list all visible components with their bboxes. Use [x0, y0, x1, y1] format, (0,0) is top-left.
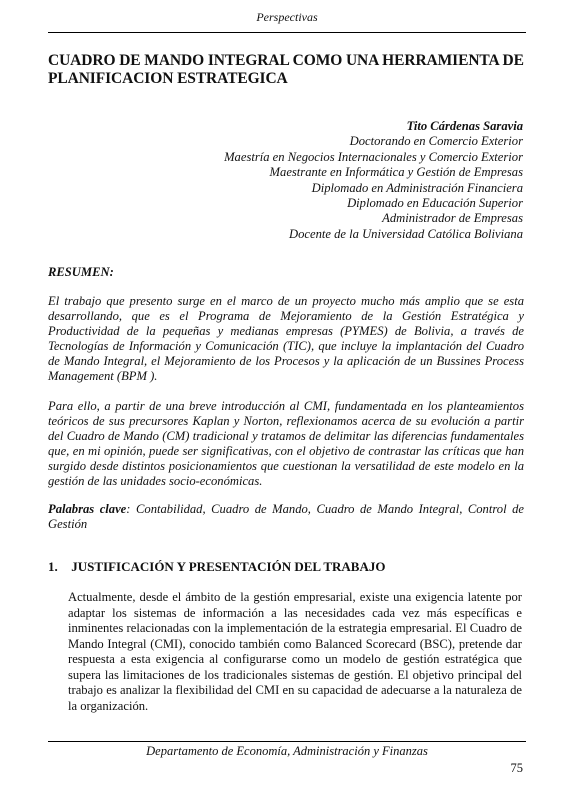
keywords: [48, 502, 524, 532]
section-heading: [48, 559, 385, 575]
keywords-label: Palabras clave: [48, 502, 127, 516]
section-title: JUSTIFICACIÓN Y PRESENTACIÓN DEL TRABAJO: [71, 559, 386, 574]
author-credential: Maestrante en Informática y Gestión de Empresas: [269, 165, 523, 180]
author-credential: Maestría en Negocios Internacionales y Comercio Exterior: [224, 149, 523, 164]
section-number: 1.: [48, 559, 58, 574]
author-credential: Administrador de Empresas: [382, 211, 523, 226]
article-title: CUADRO DE MANDO INTEGRAL COMO UNA HERRAMIENTA DE PLANIFICACION ESTRATEGICA: [48, 52, 524, 87]
abstract-heading: RESUMEN:: [48, 265, 114, 279]
footer-rule: [48, 741, 526, 742]
abstract-paragraph: El trabajo que presento surge en el marco de un proyecto mucho más amplio que se esta desarrollando, que es el Programa de Mejoramiento de la Gestión Estratégica y Productividad de la pequeñas y medianas empresas (PYMES) de Bolivia, a través de Tecnologías de Información y Comunicación (TIC), que incluye la implantación del Cuadro de Mando Integral, el Mejoramiento de los Procesos y la aplicación de un Bussines Process Management (BPM ).: [48, 294, 524, 383]
author-credential: Docente de la Universidad Católica Boliviana: [289, 226, 523, 241]
page-number: 75: [510, 761, 523, 775]
author-block: [224, 119, 523, 242]
author-credential: Diplomado en Administración Financiera: [311, 180, 523, 195]
author-credential: Doctorando en Comercio Exterior: [349, 134, 523, 149]
running-header: Perspectivas: [256, 10, 318, 24]
header-rule: [48, 32, 526, 33]
abstract-paragraph: Para ello, a partir de una breve introducción al CMI, fundamentada en los planteamientos teóricos de sus precursores Kaplan y Norton, reflexionamos acerca de su evolución a partir del Cuadro de Mando (CM) tradicional y tratamos de delimitar las diferencias fundamentales que, en mi opinión, puede ser significativas, con el objetivo de contrastar las críticas que han surgido desde distintos posicionamientos que cuestionan la versatilidad de este modelo en la gestión de las unidades socio-económicas.: [48, 399, 524, 488]
body-paragraph: Actualmente, desde el ámbito de la gestión empresarial, existe una exigencia latente por adaptar los sistemas de información a las necesidades cada vez más específicas e inminentes relacionadas con la implementación de la estrategia empresarial. El Cuadro de Mando Integral (CMI), conocido también como Balanced Scorecard (BSC), pretende dar respuesta a esta exigencia al configurarse como un modelo de gestión estratégica que supera las limitaciones de los tradicionales sistemas de gestión. El objetivo principal del trabajo es analizar la flexibilidad del CMI en su capacidad de adecuarse a la naturaleza de la organización.: [68, 590, 522, 713]
author-name: Tito Cárdenas Saravia: [406, 119, 523, 133]
keywords-text: : Contabilidad, Cuadro de Mando, Cuadro de Mando Integral, Control de Gestión: [48, 502, 524, 531]
author-credential: Diplomado en Educación Superior: [347, 196, 523, 211]
running-footer: Departamento de Economía, Administración y Finanzas: [146, 744, 428, 758]
